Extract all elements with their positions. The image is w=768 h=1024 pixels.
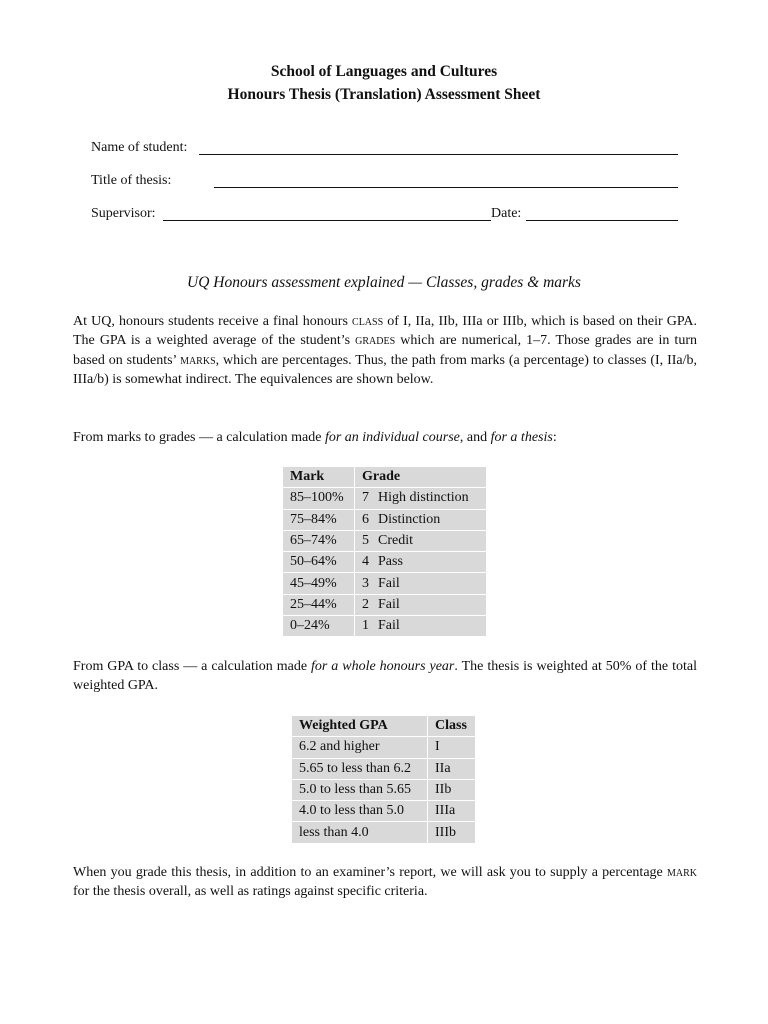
table-row (292, 822, 476, 843)
mark-cell: 85–100% (283, 488, 355, 509)
gpa-to-class-table (292, 716, 476, 844)
table-header-row (292, 716, 476, 737)
mark-cell: 25–44% (283, 595, 355, 616)
date-line[interactable] (526, 220, 678, 221)
sheet-title: Honours Thesis (Translation) Assessment Sheet (227, 86, 541, 103)
marks-to-grades-table (283, 467, 487, 637)
mark-cell: 50–64% (283, 552, 355, 573)
title-of-thesis-label: Title of thesis: (91, 173, 172, 188)
title-of-thesis-line[interactable] (214, 187, 678, 188)
grade-cell: 4 Pass (355, 552, 487, 573)
section-heading: UQ Honours assessment explained — Classes, grades & marks (187, 274, 581, 291)
column-header: Mark (283, 467, 355, 488)
column-header: Class (428, 716, 476, 737)
table-row (283, 552, 487, 573)
class-cell: I (428, 737, 476, 758)
class-cell: IIb (428, 780, 476, 801)
table-row (283, 510, 487, 531)
class-cell: IIa (428, 759, 476, 780)
mark-cell: 65–74% (283, 531, 355, 552)
mark-cell: 75–84% (283, 510, 355, 531)
table-row (283, 595, 487, 616)
table-row (283, 616, 487, 637)
gpa-cell: less than 4.0 (292, 822, 428, 843)
grade-cell: 7 High distinction (355, 488, 487, 509)
class-cell: IIIa (428, 801, 476, 822)
grade-cell: 5 Credit (355, 531, 487, 552)
grade-cell: 1 Fail (355, 616, 487, 637)
table-row (283, 531, 487, 552)
intro-paragraph: At UQ, honours students receive a final honours class of I, IIa, IIb, IIIa or IIIb, which is based on their GPA. The GPA is a weighted average of the student’s grades which are numerical, 1–7. Those grades are in turn based on students’ marks, which are percentages. Thus, the path from marks (a percentage) to classes (I, IIa/b, IIIa/b) is somewhat indirect. The equivalences are shown below. (73, 314, 698, 387)
gpa-cell: 6.2 and higher (292, 737, 428, 758)
column-header: Grade (355, 467, 487, 488)
school-name: School of Languages and Cultures (270, 63, 498, 80)
name-of-student-line[interactable] (199, 154, 678, 155)
table-header-row (283, 467, 487, 488)
date-label: Date: (491, 206, 522, 221)
column-header: Weighted GPA (292, 716, 428, 737)
gpa-to-class-intro: From GPA to class — a calculation made for a whole honours year. The thesis is weighted at 50% of the total weighted GPA. (73, 659, 697, 694)
grade-cell: 2 Fail (355, 595, 487, 616)
table-row (292, 759, 476, 780)
table-row (283, 488, 487, 509)
table-row (292, 780, 476, 801)
marks-to-grades-intro: From marks to grades — a calculation made for an individual course, and for a thesis: (73, 430, 557, 445)
supervisor-line[interactable] (163, 220, 491, 221)
gpa-cell: 5.65 to less than 6.2 (292, 759, 428, 780)
supervisor-label: Supervisor: (91, 206, 156, 221)
table-row (292, 737, 476, 758)
table-row (283, 573, 487, 594)
gpa-cell: 4.0 to less than 5.0 (292, 801, 428, 822)
mark-cell: 45–49% (283, 573, 355, 594)
name-of-student-label: Name of student: (91, 140, 188, 155)
closing-paragraph: When you grade this thesis, in addition to an examiner’s report, we will ask you to supply a percentage mark for the thesis overall, as well as ratings against specific criteria. (73, 865, 697, 900)
class-cell: IIIb (428, 822, 476, 843)
mark-cell: 0–24% (283, 616, 355, 637)
gpa-cell: 5.0 to less than 5.65 (292, 780, 428, 801)
grade-cell: 6 Distinction (355, 510, 487, 531)
document-title (0, 60, 768, 106)
table-row (292, 801, 476, 822)
grade-cell: 3 Fail (355, 573, 487, 594)
